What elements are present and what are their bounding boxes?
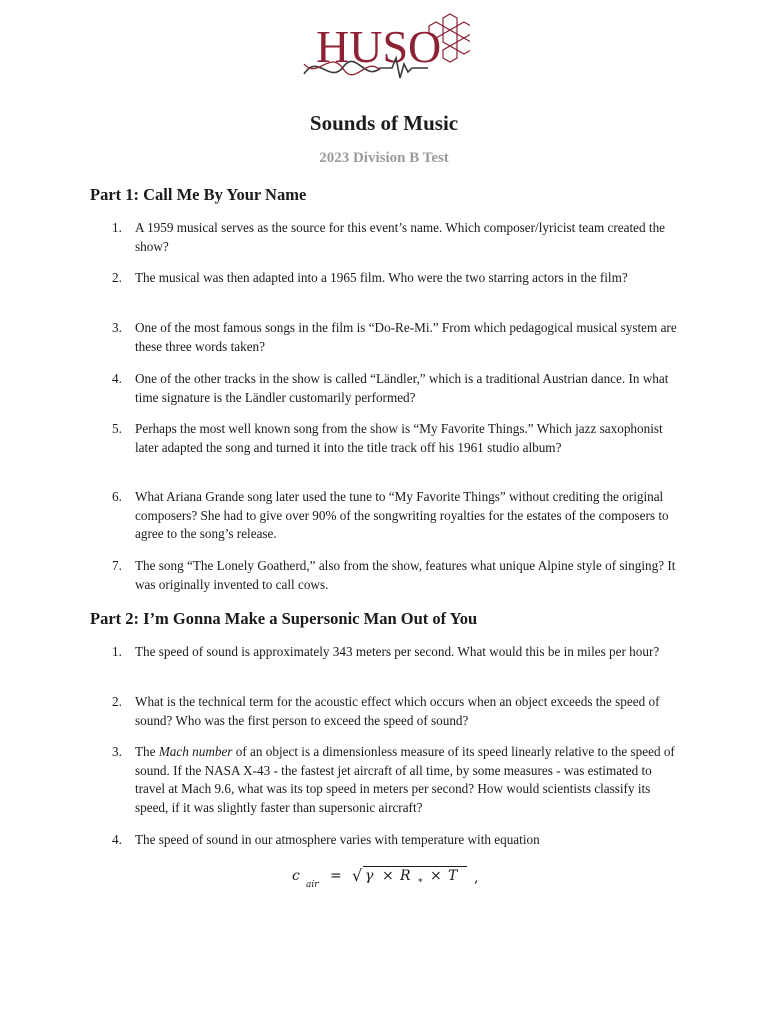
question-item bbox=[0, 269, 768, 288]
question-number: 2. bbox=[112, 270, 122, 285]
question-text: The speed of sound is approximately 343 meters per second. What would this be in miles per hour? bbox=[135, 644, 660, 659]
question-number: 7. bbox=[112, 558, 122, 573]
question-number: 3. bbox=[112, 744, 122, 759]
eq-r: R bbox=[400, 868, 411, 884]
question-text: A 1959 musical serves as the source for this event’s name. Which composer/lyricist team created the show? bbox=[135, 220, 666, 254]
question-item bbox=[0, 831, 768, 850]
question-number: 5. bbox=[112, 421, 122, 436]
question-text: The speed of sound in our atmosphere varies with temperature with equation bbox=[135, 832, 540, 847]
eq-sub-star: * bbox=[418, 878, 423, 888]
question-text-pre: The bbox=[135, 744, 159, 759]
question-text: One of the most famous songs in the film is “Do-Re-Mi.” From which pedagogical musical system are these three words taken? bbox=[135, 320, 677, 354]
huso-logo bbox=[300, 8, 470, 90]
logo-text: HUSO bbox=[316, 21, 442, 72]
question-number: 1. bbox=[112, 644, 122, 659]
mach-number-term: Mach number bbox=[158, 744, 233, 759]
question-item bbox=[0, 420, 768, 457]
eq-comma: , bbox=[474, 870, 479, 886]
question-item bbox=[0, 219, 768, 256]
question-number: 4. bbox=[112, 832, 122, 847]
question-item bbox=[0, 643, 768, 662]
page-subtitle: 2023 Division B Test bbox=[319, 150, 449, 166]
question-item bbox=[0, 370, 768, 407]
question-text bbox=[135, 743, 683, 817]
question-number: 3. bbox=[112, 320, 122, 335]
question-number: 1. bbox=[112, 220, 122, 235]
eq-sub-air: air bbox=[306, 880, 319, 890]
eq-times-1: × bbox=[382, 868, 394, 884]
eq-gamma: γ bbox=[365, 868, 374, 884]
eq-sqrt: √ bbox=[352, 866, 363, 885]
question-item bbox=[0, 743, 768, 817]
question-number: 2. bbox=[112, 694, 122, 709]
eq-equals: = bbox=[330, 868, 342, 884]
speed-of-sound-equation bbox=[290, 866, 490, 896]
question-number: 6. bbox=[112, 489, 122, 504]
eq-times-2: × bbox=[430, 868, 442, 884]
question-item bbox=[0, 557, 768, 594]
part2-heading: Part 2: I’m Gonna Make a Supersonic Man Out of You bbox=[90, 609, 478, 628]
question-text: The song “The Lonely Goatherd,” also from the show, features what unique Alpine style of singing? It was originally invented to call cows. bbox=[135, 558, 676, 592]
question-item bbox=[0, 488, 768, 544]
page-title: Sounds of Music bbox=[309, 111, 459, 135]
question-text: What Ariana Grande song later used the tune to “My Favorite Things” without crediting the original composers? She had to give over 90% of the songwriting royalties for the estates of the composers to agree to the song’s release. bbox=[135, 489, 669, 541]
question-text: Perhaps the most well known song from the show is “My Favorite Things.” Which jazz saxophonist later adapted the song and turned it into the title track off his 1961 studio album? bbox=[135, 421, 663, 455]
question-text: The musical was then adapted into a 1965 film. Who were the two starring actors in the film? bbox=[135, 270, 628, 285]
question-text-rest: of an object is a dimensionless measure of its speed linearly relative to the speed of sound. If the NASA X-43 - the fastest jet aircraft of all time, by some measures - was estimated to travel at Mach 9.6, what was its top speed in meters per second? How would scientists classify its speed, if it was slightly faster than supersonic aircraft? bbox=[135, 744, 675, 815]
question-item bbox=[0, 693, 768, 730]
question-text: What is the technical term for the acoustic effect which occurs when an object exceeds the speed of sound? Who was the first person to exceed the speed of sound? bbox=[135, 694, 660, 728]
part1-heading: Part 1: Call Me By Your Name bbox=[90, 185, 307, 204]
question-item bbox=[0, 319, 768, 356]
eq-t: T bbox=[448, 868, 458, 884]
eq-c: c bbox=[292, 868, 300, 884]
question-text: One of the other tracks in the show is called “Ländler,” which is a traditional Austrian dance. In what time signature is the Ländler customarily performed? bbox=[135, 371, 669, 405]
question-number: 4. bbox=[112, 371, 122, 386]
